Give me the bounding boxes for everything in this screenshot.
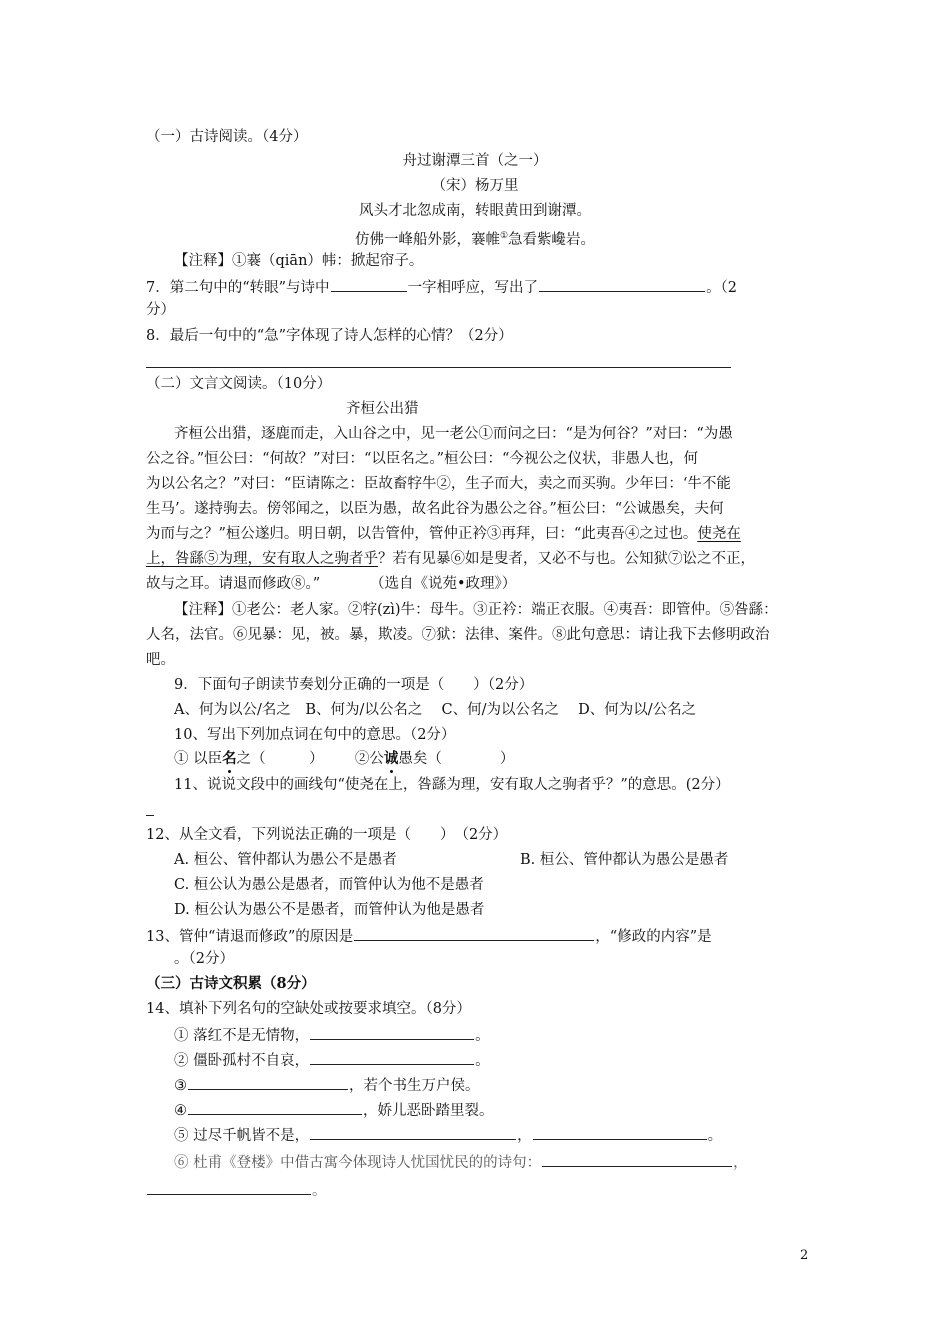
q14-item-3 — [174, 1074, 480, 1096]
poem-author: （宋）杨万里 — [431, 178, 519, 194]
question-7 — [146, 276, 737, 298]
q14-blank-2[interactable] — [310, 1049, 474, 1065]
q10-a-prefix: ① 以臣 — [174, 751, 223, 767]
q7-text-d: 分） — [146, 302, 175, 318]
question-8: 8．最后一句中的“急”字体现了诗人怎样的心情？（2分） — [146, 328, 513, 344]
q14-item-6-text: ⑥ 杜甫《登楼》中借古寓今体现诗人忧国忧民的的诗句： — [174, 1155, 542, 1171]
q14-item-5 — [174, 1124, 722, 1146]
q14-item-1-end: 。 — [475, 1028, 490, 1044]
passage-title: 齐桓公出猎 — [346, 401, 419, 417]
q14-blank-5a[interactable] — [310, 1124, 516, 1140]
q7-text-c: 。（2 — [706, 280, 738, 296]
q14-item-4 — [174, 1099, 494, 1121]
q14-item-3-num: ③ — [174, 1078, 187, 1094]
q14-blank-1[interactable] — [310, 1024, 474, 1040]
question-13 — [146, 925, 712, 947]
q14-item-6 — [174, 1151, 748, 1173]
q14-item-5-end: 。 — [707, 1128, 723, 1144]
question-12: 12、从全文看，下列说法正确的一项是（ ） （2分） — [146, 827, 508, 843]
q14-blank-5b[interactable] — [533, 1124, 707, 1140]
passage-notes-1: 【注释】①老公：老人家。②牸(zì)牛：母牛。③正衿：端正衣服。④夷吾：即管仲。⑤咎繇： — [174, 602, 778, 618]
passage-line-6b: ？若有见暴⑥如是叟者，又必不与也。公知狱⑦讼之不正， — [378, 551, 755, 567]
q14-item-2-end: 。 — [475, 1053, 490, 1069]
q8-answer-line[interactable] — [146, 367, 731, 368]
question-9: 9．下面句子朗读节奏划分正确的一项是（ ）（2分） — [174, 677, 534, 693]
q7-text-b: 一字相呼应，写出了 — [407, 280, 539, 296]
q12-option-d: D. 桓公认为愚公不是愚者，而管仲认为他是愚者 — [174, 902, 485, 918]
q13-blank-1[interactable] — [354, 925, 594, 941]
q14-blank-3[interactable] — [188, 1074, 348, 1090]
q10-b-dotted-word: 诚 — [383, 750, 399, 767]
poem-line-2 — [0, 226, 950, 250]
q14-blank-6b[interactable] — [147, 1179, 311, 1195]
q11-answer-line[interactable] — [146, 815, 154, 816]
passage-line-3: 为以公名之？”对曰：“臣请陈之：臣故畜牸牛②，生子而大，卖之而买驹。少年曰：‘牛不能 — [146, 476, 731, 492]
q14-item-1-text: ① 落红不是无情物， — [174, 1028, 310, 1044]
passage-line-7: 故与之耳。请退而修政⑧。” — [146, 576, 321, 592]
passage-source: （选自《说苑•政理》） — [370, 576, 517, 592]
q14-item-6-cont — [146, 1179, 327, 1201]
question-9-options: A、何为以公/名之 B、何为/以公名之 C、何/为以公名之 D、何为以/公名之 — [174, 702, 697, 718]
passage-notes-2: 人名，法官。⑥见暴：见，被。暴，欺凌。⑦狱：法律、案件。⑧此句意思：请让我下去修明政治 — [146, 627, 770, 643]
q10-a-dotted-word: 名 — [222, 750, 237, 767]
q14-item-6-end: 。 — [312, 1183, 327, 1199]
underlined-sentence-end: 上，咎繇⑤为理，安有取人之驹者乎 — [146, 551, 378, 567]
q12-option-a: A. 桓公、管仲都认为愚公不是愚者 — [174, 852, 397, 868]
q14-item-1 — [174, 1024, 490, 1046]
q14-item-4-num: ④ — [174, 1103, 187, 1119]
poem-line-1: 风头才北忽成南，转眼黄田到谢潭。 — [359, 203, 591, 219]
q10-a-suffix: 之（ ） — [236, 751, 324, 767]
question-10-items — [174, 749, 514, 769]
passage-line-1: 齐桓公出猎，逐鹿而走，入山谷之中，见一老公①而问之曰：“是为何谷？”对曰：“为愚 — [174, 426, 733, 442]
q14-item-2-text: ② 僵卧孤村不自哀， — [174, 1053, 310, 1069]
passage-line-5a: 为而与之？”桓公遂归。明日朝，以告管仲，管仲正衿③再拜，曰：“此夷吾④之过也。 — [146, 526, 698, 542]
section2-heading: （二）文言文阅读。（10分） — [146, 376, 332, 392]
q14-blank-6a[interactable] — [542, 1151, 732, 1167]
passage-line-2: 公之谷。”恒公曰：“何故？”对曰：“以臣名之。”桓公曰：“今视公之仪状，非愚人也，何 — [146, 451, 698, 467]
q7-blank-2[interactable] — [539, 276, 705, 292]
poem-title: 舟过谢潭三首（之一） — [402, 153, 548, 169]
passage-line-6 — [146, 549, 755, 569]
q12-option-c: C. 桓公认为愚公是愚者，而管仲认为他不是愚者 — [174, 877, 484, 893]
q14-item-2 — [174, 1049, 490, 1071]
q14-item-6-comma: ， — [733, 1155, 748, 1171]
poem-line-2b: 急看紫巉岩。 — [508, 232, 596, 248]
question-14: 14、填补下列名句的空缺处或按要求填空。（8分） — [146, 1001, 471, 1017]
passage-line-4: 生马’。遂持驹去。傍邻闻之，以臣为愚，故名此谷为愚公之谷。”桓公曰：“公诚愚矣，夫何 — [146, 501, 724, 517]
passage-line-5 — [146, 524, 741, 544]
q12-option-b: B. 桓公、管仲都认为愚公是愚者 — [520, 852, 729, 868]
q13-text-b: ，“修政的内容”是 — [595, 929, 712, 945]
underlined-sentence-start: 使尧在 — [697, 526, 741, 542]
q14-item-5-comma: ， — [517, 1128, 532, 1144]
q13-text-c: 。（2分） — [174, 951, 234, 967]
q14-item-4-text: ，娇儿恶卧踏里裂。 — [363, 1103, 494, 1119]
page-number: 2 — [800, 1248, 809, 1263]
poem-note-mark: ① — [499, 231, 509, 241]
q10-b-suffix: 愚矣（ ） — [398, 751, 515, 767]
q14-item-5-text: ⑤ 过尽千帆皆不是， — [174, 1128, 310, 1144]
q10-b-prefix: ②公 — [354, 751, 384, 767]
q14-blank-4[interactable] — [188, 1099, 362, 1115]
q7-text-a: 7．第二句中的“转眼”与诗中 — [146, 280, 330, 296]
section1-heading: （一）古诗阅读。（4分） — [146, 129, 308, 145]
passage-notes-3: 吧。 — [146, 652, 175, 668]
question-11: 11、说说文段中的画线句“使尧在上，咎繇为理，安有取人之驹者乎？”的意思。(2分） — [174, 777, 730, 793]
q7-blank-1[interactable] — [331, 276, 407, 292]
poem-line-2a: 仿佛一峰船外影，褰帷 — [354, 232, 500, 248]
section3-heading: （三）古诗文积累（8分） — [146, 975, 316, 992]
q13-text-a: 13、管仲“请退而修政”的原因是 — [146, 929, 354, 945]
question-10: 10、写出下列加点词在句中的意思。（2分） — [174, 727, 456, 743]
q14-item-3-text: ，若个书生万户侯。 — [349, 1078, 480, 1094]
poem-note: 【注释】①褰（qiān）帏：掀起帘子。 — [174, 253, 424, 269]
